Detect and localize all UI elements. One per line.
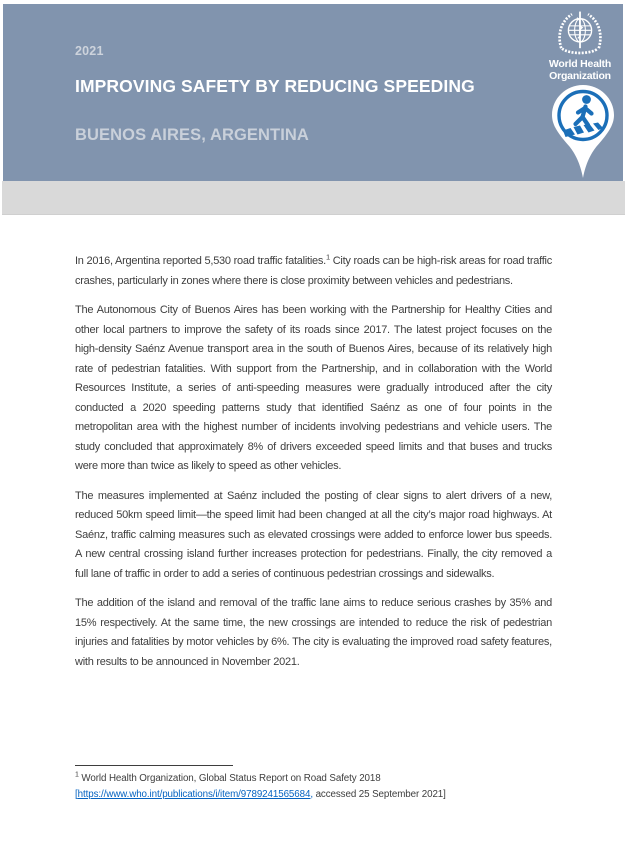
footnote-line-1 bbox=[75, 771, 552, 787]
body-paragraph-2: The Autonomous City of Buenos Aires has been working with the Partnership for Healthy Cities and other local partners to improve the safety of its roads since 2017. The latest project focuses on the high-density Saénz Avenue transport area in the south of Buenos Aires, because of its relatively high rate of pedestrian fatalities. With support from the Partnership, and in collaboration with the World Resources Institute, a series of anti-speeding measures were gradually introduced after the city conducted a 2020 speeding patterns study that identified Saénz as one of four points in the metropolitan area with the highest number of incidents involving pedestrians and vehicle users. The study concluded that approximately 8% of drivers exceeded speed limits and that buses and trucks were more than twice as likely to speed as other vehicles. bbox=[75, 304, 552, 472]
footnote-citation-text: World Health Organization, Global Status Report on Road Safety 2018 bbox=[78, 773, 381, 784]
page-title: IMPROVING SAFETY BY REDUCING SPEEDING bbox=[75, 76, 475, 96]
footnote-line-2 bbox=[75, 787, 552, 803]
who-logo-text bbox=[547, 59, 613, 82]
footnote-section bbox=[75, 765, 552, 802]
who-emblem-icon bbox=[547, 8, 613, 58]
p1-text-after-footnote-ref: City roads can be high-risk areas for road traffic crashes, particularly in zones where there is close proximity between vehicles and pedestrians. bbox=[75, 255, 552, 287]
footnote-access-date: accessed 25 September 2021] bbox=[312, 788, 446, 800]
who-logo bbox=[547, 8, 613, 82]
page-subtitle: BUENOS AIRES, ARGENTINA bbox=[75, 126, 309, 144]
footnote-number: 1 bbox=[75, 771, 79, 779]
body-paragraph-3: The measures implemented at Saénz included the posting of clear signs to alert drivers of a new, reduced 50km speed limit—the speed limit had been changed at all the city’s major road highways. At Saénz, traffic calming measures such as elevated crossings were added to enforce lower bus speeds. A new central crossing island further increases protection for pedestrians. Finally, the city removed a full lane of traffic in order to add a series of continuous pedestrian crossings and sidewalks. bbox=[75, 489, 552, 580]
body-paragraph-1 bbox=[75, 252, 552, 291]
footnote-url-link[interactable]: [https://www.who.int/publications/i/item/9789241565684, bbox=[75, 788, 313, 800]
header-banner bbox=[3, 4, 623, 181]
footnote-separator bbox=[75, 765, 233, 766]
who-logo-line2: Organization bbox=[549, 69, 611, 82]
footnote-reference-1: 1 bbox=[325, 252, 330, 262]
p1-text-before-footnote-ref: In 2016, Argentina reported 5,530 road traffic fatalities. bbox=[75, 255, 326, 267]
report-year: 2021 bbox=[75, 44, 104, 58]
who-logo-line1: World Health bbox=[548, 58, 612, 70]
header-divider-band bbox=[2, 181, 625, 215]
body-paragraph-4: The addition of the island and removal of the traffic lane aims to reduce serious crashes by 35% and 15% respectively. At the same time, the new crossings are intended to reduce the risk of pedestrian injuries and fatalities by motor vehicles by 6%. The city is evaluating the improved road safety features, with results to be announced in November 2021. bbox=[75, 597, 552, 668]
document-body bbox=[75, 252, 552, 682]
pedestrian-crossing-pin-icon bbox=[551, 84, 615, 180]
